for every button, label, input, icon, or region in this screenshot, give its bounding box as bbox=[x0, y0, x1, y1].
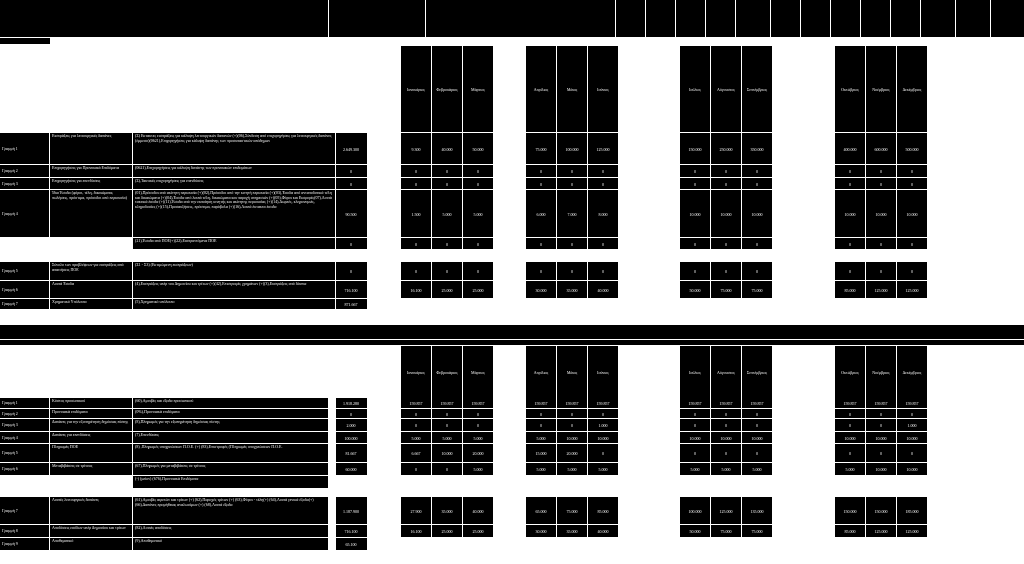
section2-subbar bbox=[0, 340, 1024, 345]
header-divider bbox=[800, 0, 801, 37]
month-value: 1.000 bbox=[907, 423, 917, 428]
row-code: Γραμμή 4 bbox=[2, 210, 18, 216]
month-value: 0 bbox=[415, 411, 417, 417]
month-value: 16.100 bbox=[410, 529, 422, 534]
month-value: 10.000 bbox=[844, 435, 856, 441]
month-value: 0 bbox=[602, 451, 604, 456]
header-divider bbox=[645, 0, 646, 37]
month-value: 0 bbox=[571, 181, 573, 187]
row-label: Δαπάνες για την εξυπηρέτηση δημόσιας πίστης bbox=[52, 419, 129, 424]
month-value: 0 bbox=[446, 411, 448, 417]
month-value: 10.000 bbox=[720, 435, 732, 441]
month-value: 0 bbox=[911, 169, 913, 174]
row-description: (0621),Επιχορηγήσεις για κάλυψη δαπάνης των προνοιακών επιδομάτων bbox=[135, 165, 252, 170]
month-value: 6.000 bbox=[536, 211, 546, 217]
month-value: 85.000 bbox=[844, 287, 856, 293]
month-value: 0 bbox=[415, 423, 417, 428]
month-value: 0 bbox=[446, 423, 448, 428]
header-divider bbox=[890, 0, 891, 37]
month-value: 0 bbox=[880, 451, 882, 456]
month-value: 75.000 bbox=[751, 529, 763, 534]
month-value: 10.000 bbox=[689, 211, 701, 217]
row-label: Λοιπά Έσοδα bbox=[52, 281, 75, 286]
month-label-9: Σεπτέμβριος bbox=[746, 370, 768, 375]
row-code: Γραμμή 1 bbox=[2, 400, 18, 405]
row-label: Σύνολο των προβλέψεων για εισπράξεις από απαιτήσεις ΠΟΕ bbox=[52, 262, 124, 272]
month-label-8: Αύγουστος bbox=[717, 370, 735, 375]
month-value: 35.000 bbox=[566, 287, 578, 293]
month-value: 0 bbox=[477, 411, 479, 417]
row-label: Ίδια Έσοδα (φόροι, τέλη, δικαιώματα, πωλήσεις, πρόστιμα, πρόσοδοι από περιουσία) bbox=[52, 190, 127, 200]
month-value: 0 bbox=[415, 169, 417, 174]
month-value: 0 bbox=[849, 269, 851, 274]
month-value: 150.000 bbox=[688, 146, 702, 152]
row-total: 0 bbox=[350, 411, 352, 417]
month-value: 0 bbox=[725, 269, 727, 274]
month-value: 159.857 bbox=[409, 401, 423, 406]
month-value: 75.000 bbox=[535, 146, 547, 152]
month-value: 0 bbox=[602, 169, 604, 174]
month-value: 159.857 bbox=[874, 401, 888, 406]
month-value: 0 bbox=[477, 181, 479, 187]
month-value: 0 bbox=[446, 241, 448, 247]
header-divider bbox=[705, 0, 706, 37]
month-value: 30.000 bbox=[535, 529, 547, 534]
month-value: 0 bbox=[477, 169, 479, 174]
row-code: Γραμμή 6 bbox=[2, 466, 18, 471]
month-value: 50.000 bbox=[689, 287, 701, 293]
month-value: 1.000 bbox=[598, 423, 608, 428]
row-description: (21),Έσοδα από ΠΟΕ(+)(22),Εισπραττόμενα ΠΟΕ bbox=[135, 238, 217, 243]
header-divider bbox=[920, 0, 921, 37]
month-value: 75.000 bbox=[566, 508, 578, 514]
month-value: 159.857 bbox=[565, 401, 579, 406]
month-value: 0 bbox=[725, 169, 727, 174]
month-value: 15.000 bbox=[535, 451, 547, 456]
month-label-1: Ιανουάριος bbox=[407, 87, 425, 92]
row-total: 0 bbox=[350, 269, 352, 274]
row-total: 2.649.300 bbox=[343, 146, 359, 152]
month-value: 0 bbox=[602, 269, 604, 274]
month-value: 0 bbox=[602, 181, 604, 187]
month-value: 0 bbox=[540, 411, 542, 417]
header-divider bbox=[328, 0, 329, 37]
month-value: 40.000 bbox=[597, 529, 609, 534]
month-value: 10.000 bbox=[906, 435, 918, 441]
header-divider bbox=[990, 0, 991, 37]
row-code: Γραμμή 8 bbox=[2, 528, 18, 533]
month-value: 50.000 bbox=[689, 529, 701, 534]
month-value: 0 bbox=[880, 241, 882, 247]
month-value: 0 bbox=[756, 451, 758, 456]
month-value: 16.100 bbox=[410, 287, 422, 293]
month-value: 8.000 bbox=[598, 211, 608, 217]
month-value: 0 bbox=[694, 423, 696, 428]
row-description: (01),Πρόσοδοι από ακίνητη περιουσία (+)(02),Πρόσοδοι από την κινητή περιουσία (+)(03),Έσοδα από ανταποδοτικά τέλη και δικαιώματα (+)(04),Έσοδα από λοιπά τέλη, δικαιώματα και παροχή υπηρεσιών (+)(05),Φόροι και Εισφορές(07),Λοιπά τακτικά έσοδα (+)(11),Έσοδα από την εκποίηση κινητής και ακίνητης περιουσίας (+)(14),Δωρεές, κληρονομιές, κληροδοσίες (+)(15),Προσαυξήσεις, πρόστιμα, παράβολα (+)(16),Λοιπά έκτακτα έσοδα bbox=[135, 190, 332, 209]
month-value: 0 bbox=[694, 411, 696, 417]
month-value: 25.000 bbox=[441, 287, 453, 293]
month-value: 0 bbox=[415, 467, 417, 472]
month-value: 125.000 bbox=[596, 146, 610, 152]
month-value: 10.000 bbox=[875, 467, 887, 472]
month-value: 75.000 bbox=[751, 287, 763, 293]
month-value: 10.000 bbox=[720, 211, 732, 217]
row-code: Γραμμή 5 bbox=[2, 268, 18, 273]
row-label: Προνοιακά επιδόματα bbox=[52, 409, 88, 414]
month-value: 10.000 bbox=[844, 211, 856, 217]
row-code: Γραμμή 3 bbox=[2, 422, 18, 427]
month-value: 10.000 bbox=[751, 435, 763, 441]
month-value: 75.000 bbox=[720, 529, 732, 534]
month-value: 0 bbox=[911, 451, 913, 456]
month-value: 25.000 bbox=[472, 529, 484, 534]
month-value: 0 bbox=[756, 169, 758, 174]
month-value: 0 bbox=[849, 411, 851, 417]
month-label-11: Νοέμβριος bbox=[872, 370, 890, 375]
row-label: Χρηματικό Υπόλοιπο bbox=[52, 299, 87, 304]
row-code: Γραμμή 7 bbox=[2, 301, 18, 306]
month-value: 0 bbox=[571, 241, 573, 247]
header-divider bbox=[830, 0, 831, 37]
month-value: 0 bbox=[849, 181, 851, 187]
month-value: 0 bbox=[756, 411, 758, 417]
month-label-4: Απρίλιος bbox=[533, 87, 549, 92]
month-value: 30.000 bbox=[535, 287, 547, 293]
row-label: Επιχορηγήσεις για Προνοιακά Επιδόματα bbox=[52, 165, 119, 170]
month-value: 7.000 bbox=[567, 211, 577, 217]
row-label: Αποδόσεις εσόδων υπέρ Δημοσίου και τρίτων bbox=[52, 525, 126, 530]
month-value: 0 bbox=[694, 451, 696, 456]
row-description: (-) (μείον) (676),Προνοιακά Επιδόματα bbox=[135, 476, 199, 481]
month-value: 65.000 bbox=[535, 508, 547, 514]
header-divider bbox=[860, 0, 861, 37]
month-label-2: Φεβρουάριος bbox=[436, 87, 458, 92]
row-description: (8),Πληρωμές για την εξυπηρέτηση δημόσιας πίστης bbox=[135, 419, 220, 424]
month-label-12: Δεκέμβριος bbox=[902, 370, 922, 375]
row-description: (5),Χρηματικό υπόλοιπο bbox=[135, 299, 175, 304]
month-value: 150.000 bbox=[874, 508, 888, 514]
month-value: 50.000 bbox=[472, 146, 484, 152]
row-total: 90.500 bbox=[345, 211, 357, 217]
month-value: 5.000 bbox=[473, 211, 483, 217]
row-description: (82),Λοιπές αποδόσεις bbox=[135, 525, 172, 530]
header-divider bbox=[425, 0, 426, 37]
row-code: Γραμμή 9 bbox=[2, 541, 18, 546]
month-value: 40.000 bbox=[472, 508, 484, 514]
month-value: 0 bbox=[540, 181, 542, 187]
row-total: 716.100 bbox=[344, 287, 358, 293]
month-value: 85.000 bbox=[597, 508, 609, 514]
month-value: 0 bbox=[756, 269, 758, 274]
month-value: 10.000 bbox=[875, 211, 887, 217]
month-value: 159.857 bbox=[905, 401, 919, 406]
row-label: Επιχορηγήσεις για επενδύσεις bbox=[52, 178, 101, 183]
row-label: Πληρωμές ΠΟΕ bbox=[52, 444, 79, 449]
month-value: 5.000 bbox=[473, 435, 483, 441]
month-value: 0 bbox=[694, 241, 696, 247]
month-label-1: Ιανουάριος bbox=[407, 370, 425, 375]
row-code: Γραμμή 5 bbox=[2, 450, 18, 455]
row-code: Γραμμή 6 bbox=[2, 286, 18, 292]
row-label: Κόστος προσωπικού bbox=[52, 398, 86, 403]
month-value: 0 bbox=[911, 269, 913, 274]
month-value: 0 bbox=[911, 181, 913, 187]
month-value: 159.857 bbox=[440, 401, 454, 406]
month-value: 35.000 bbox=[566, 529, 578, 534]
month-value: 10.000 bbox=[689, 435, 701, 441]
row-code: Γραμμή 2 bbox=[2, 410, 18, 416]
month-value: 0 bbox=[415, 241, 417, 247]
month-value: 125.000 bbox=[905, 529, 919, 534]
month-value: 159.857 bbox=[596, 401, 610, 406]
month-label-7: Ιούλιος bbox=[689, 87, 701, 92]
month-value: 85.000 bbox=[844, 529, 856, 534]
month-label-10: Οκτώβριος bbox=[841, 370, 859, 375]
month-value: 40.000 bbox=[441, 146, 453, 152]
month-value: 10.000 bbox=[441, 451, 453, 456]
month-value: 0 bbox=[446, 467, 448, 472]
section2-header-bar bbox=[0, 325, 1024, 339]
header-divider bbox=[675, 0, 676, 37]
row-description: (7),Επενδύσεις bbox=[135, 432, 159, 437]
month-value: 0 bbox=[540, 269, 542, 274]
month-value: 0 bbox=[694, 169, 696, 174]
row-description: (61),Αμοιβές αιρετών και τρίτων (+) (62),Παροχές τρίτων (+) (63),Φόροι - τέλη(+) (64),Λοιπά γενικά έξοδα(+) (66),Δαπάνες προμήθειας αναλωσίμων (+) (68),Λοιπά έξοδα bbox=[135, 497, 314, 507]
month-label-4: Απρίλιος bbox=[533, 370, 549, 375]
row-description: (0%),Προνοιακά επιδόματα bbox=[135, 409, 180, 414]
month-value: 0 bbox=[571, 411, 573, 417]
row-total: 0 bbox=[350, 241, 352, 247]
row-description: (Σ1 - Σ3) (Εκτιμώμενη εισπράξεων) bbox=[135, 262, 193, 267]
month-value: 0 bbox=[446, 269, 448, 274]
month-label-5: Μάιος bbox=[566, 87, 578, 92]
month-value: 5.000 bbox=[536, 467, 546, 472]
month-value: 5.000 bbox=[442, 435, 452, 441]
month-value: 0 bbox=[477, 241, 479, 247]
month-value: 10.000 bbox=[566, 435, 578, 441]
row-total: 65.100 bbox=[345, 542, 357, 547]
row-total: 60.000 bbox=[345, 467, 357, 472]
month-value: 159.857 bbox=[688, 401, 702, 406]
month-value: 0 bbox=[477, 269, 479, 274]
month-label-2: Φεβρουάριος bbox=[436, 370, 458, 375]
month-value: 0 bbox=[880, 269, 882, 274]
row-code: Γραμμή 4 bbox=[2, 434, 18, 440]
row-code: Γραμμή 7 bbox=[2, 507, 18, 513]
row-description: (67),Πληρωμές για μεταβιβάσεις σε τρίτους bbox=[135, 463, 206, 468]
month-label-6: Ιούνιος bbox=[597, 370, 609, 375]
month-value: 0 bbox=[849, 241, 851, 247]
month-value: 5.000 bbox=[598, 467, 608, 472]
month-value: 5.000 bbox=[721, 467, 731, 472]
row-code: Γραμμή 3 bbox=[2, 180, 18, 186]
month-value: 0 bbox=[540, 241, 542, 247]
month-value: 125.000 bbox=[905, 287, 919, 293]
month-value: 5.000 bbox=[473, 467, 483, 472]
row-description: (9),Αποθεματικό bbox=[135, 538, 163, 543]
month-value: 0 bbox=[725, 181, 727, 187]
month-value: 100.000 bbox=[565, 146, 579, 152]
month-value: 5.000 bbox=[752, 467, 762, 472]
month-value: 500.000 bbox=[905, 146, 919, 152]
row-description: (60),Αμοιβές και έξοδα προσωπικού bbox=[135, 398, 194, 403]
month-value: 0 bbox=[911, 241, 913, 247]
month-value: 159.857 bbox=[843, 401, 857, 406]
month-value: 250.000 bbox=[719, 146, 733, 152]
row-total: 1.187.900 bbox=[343, 508, 359, 514]
month-value: 0 bbox=[725, 451, 727, 456]
month-value: 10.000 bbox=[751, 211, 763, 217]
row-description: (Σ),Τακτικές επιχορηγήσεις για επενδύσεις bbox=[135, 178, 204, 183]
row-total: 0 bbox=[350, 181, 352, 187]
month-value: 0 bbox=[756, 423, 758, 428]
month-label-12: Δεκέμβριος bbox=[902, 87, 922, 92]
row-label: Λοιπές λειτουργικές δαπάνες bbox=[52, 497, 99, 502]
month-value: 135.000 bbox=[750, 508, 764, 514]
month-value: 25.000 bbox=[441, 529, 453, 534]
month-value: 185.000 bbox=[905, 508, 919, 514]
month-label-11: Νοέμβριος bbox=[872, 87, 890, 92]
row-description: (4),Εισπράξεις υπέρ του Δημοσίου και τρίτων (+)(42),Επιστροφές χρημάτων (+)(3),Εισπράξεις από δάνεια bbox=[135, 281, 307, 286]
month-label-10: Οκτώβριος bbox=[841, 87, 859, 92]
month-value: 0 bbox=[571, 269, 573, 274]
month-value: 10.000 bbox=[597, 435, 609, 441]
month-value: 25.000 bbox=[472, 287, 484, 293]
row-total: 2.000 bbox=[346, 423, 356, 428]
month-value: 0 bbox=[725, 241, 727, 247]
month-value: 0 bbox=[849, 169, 851, 174]
row-description: (8) ,Πληρωμές υποχρεώσεων Π.Ο.Ε. (+) (83),Επιστροφές (Πληρωμές υποχρεώσεων Π.Ο.Ε. bbox=[135, 444, 283, 449]
month-label-8: Αύγουστος bbox=[717, 87, 735, 92]
row-total: 81.667 bbox=[345, 451, 357, 456]
month-value: 0 bbox=[911, 411, 913, 417]
month-value: 40.000 bbox=[597, 287, 609, 293]
month-label-7: Ιούλιος bbox=[689, 370, 701, 375]
month-value: 150.000 bbox=[843, 508, 857, 514]
row-total: 100.000 bbox=[344, 435, 358, 441]
month-value: 10.000 bbox=[906, 211, 918, 217]
row-label: Εισπράξεις για λειτουργικές δαπάνες bbox=[52, 133, 112, 138]
month-label-9: Σεπτέμβριος bbox=[746, 87, 768, 92]
month-value: 159.857 bbox=[719, 401, 733, 406]
row-code: Γραμμή 1 bbox=[2, 145, 18, 151]
row-label: Δαπάνες για επενδύσεις bbox=[52, 432, 91, 437]
month-value: 6.667 bbox=[411, 451, 421, 456]
month-value: 5.000 bbox=[536, 435, 546, 441]
row-code: Γραμμή 2 bbox=[2, 168, 18, 173]
month-value: 159.857 bbox=[534, 401, 548, 406]
month-value: 0 bbox=[725, 411, 727, 417]
row-description: (Σ) Εκτακτες εισπράξεις για κάλυψη λειτουργικών δαπανών (+)(06),Σύνδεση από επιχορηγήσεις για λειτουργικές δαπάνες (έμμεσο)(0621),Επιχορηγήσεις για κάλυψη δαπάνης των προσυπαστικών απόδημων bbox=[135, 133, 332, 143]
month-value: 400.000 bbox=[843, 146, 857, 152]
month-value: 0 bbox=[446, 181, 448, 187]
month-value: 350.000 bbox=[750, 146, 764, 152]
month-value: 0 bbox=[880, 411, 882, 417]
month-value: 0 bbox=[756, 241, 758, 247]
header-divider bbox=[615, 0, 616, 37]
month-value: 0 bbox=[446, 169, 448, 174]
month-value: 0 bbox=[571, 423, 573, 428]
month-value: 125.000 bbox=[719, 508, 733, 514]
month-value: 0 bbox=[477, 423, 479, 428]
month-label-5: Μάιος bbox=[566, 370, 578, 375]
month-value: 35.000 bbox=[441, 508, 453, 514]
header-divider bbox=[955, 0, 956, 37]
header-bar bbox=[0, 0, 1024, 37]
month-value: 125.000 bbox=[874, 287, 888, 293]
month-value: 0 bbox=[694, 269, 696, 274]
row-total: 871.667 bbox=[344, 302, 358, 307]
month-value: 5.000 bbox=[442, 211, 452, 217]
month-value: 20.000 bbox=[472, 451, 484, 456]
month-value: 159.857 bbox=[471, 401, 485, 406]
month-label-3: Μάρτιος bbox=[471, 87, 485, 92]
month-value: 10.000 bbox=[875, 435, 887, 441]
month-value: 600.000 bbox=[874, 146, 888, 152]
month-value: 5.000 bbox=[411, 435, 421, 441]
month-value: 159.857 bbox=[750, 401, 764, 406]
month-value: 0 bbox=[849, 423, 851, 428]
month-value: 10.000 bbox=[906, 467, 918, 472]
month-value: 0 bbox=[415, 181, 417, 187]
month-value: 0 bbox=[694, 181, 696, 187]
month-value: 5.000 bbox=[845, 467, 855, 472]
header-subbar bbox=[0, 38, 50, 44]
month-label-3: Μάρτιος bbox=[471, 370, 485, 375]
header-divider bbox=[770, 0, 771, 37]
month-value: 0 bbox=[880, 169, 882, 174]
month-value: 0 bbox=[602, 241, 604, 247]
month-value: 0 bbox=[415, 269, 417, 274]
month-value: 0 bbox=[602, 411, 604, 417]
header-divider bbox=[735, 0, 736, 37]
month-value: 27.900 bbox=[410, 508, 422, 514]
month-value: 1.500 bbox=[411, 211, 421, 217]
month-label-6: Ιούνιος bbox=[597, 87, 609, 92]
row-label: Μεταβιβάσεις σε τρίτους bbox=[52, 463, 93, 468]
month-value: 125.000 bbox=[874, 529, 888, 534]
month-value: 9.300 bbox=[411, 146, 421, 152]
month-value: 75.000 bbox=[720, 287, 732, 293]
month-value: 0 bbox=[756, 181, 758, 187]
month-value: 20.000 bbox=[566, 451, 578, 456]
month-value: 0 bbox=[849, 451, 851, 456]
row-total: 716.100 bbox=[344, 529, 358, 534]
month-value: 0 bbox=[540, 423, 542, 428]
month-value: 0 bbox=[880, 181, 882, 187]
month-value: 0 bbox=[725, 423, 727, 428]
month-value: 5.000 bbox=[690, 467, 700, 472]
month-value: 0 bbox=[880, 423, 882, 428]
row-total: 1.918.280 bbox=[343, 401, 359, 406]
month-value: 0 bbox=[540, 169, 542, 174]
row-total: 0 bbox=[350, 169, 352, 174]
month-value: 100.000 bbox=[688, 508, 702, 514]
row-label: Αποθεματικό bbox=[52, 538, 74, 543]
month-value: 5.000 bbox=[567, 467, 577, 472]
month-value: 0 bbox=[571, 169, 573, 174]
